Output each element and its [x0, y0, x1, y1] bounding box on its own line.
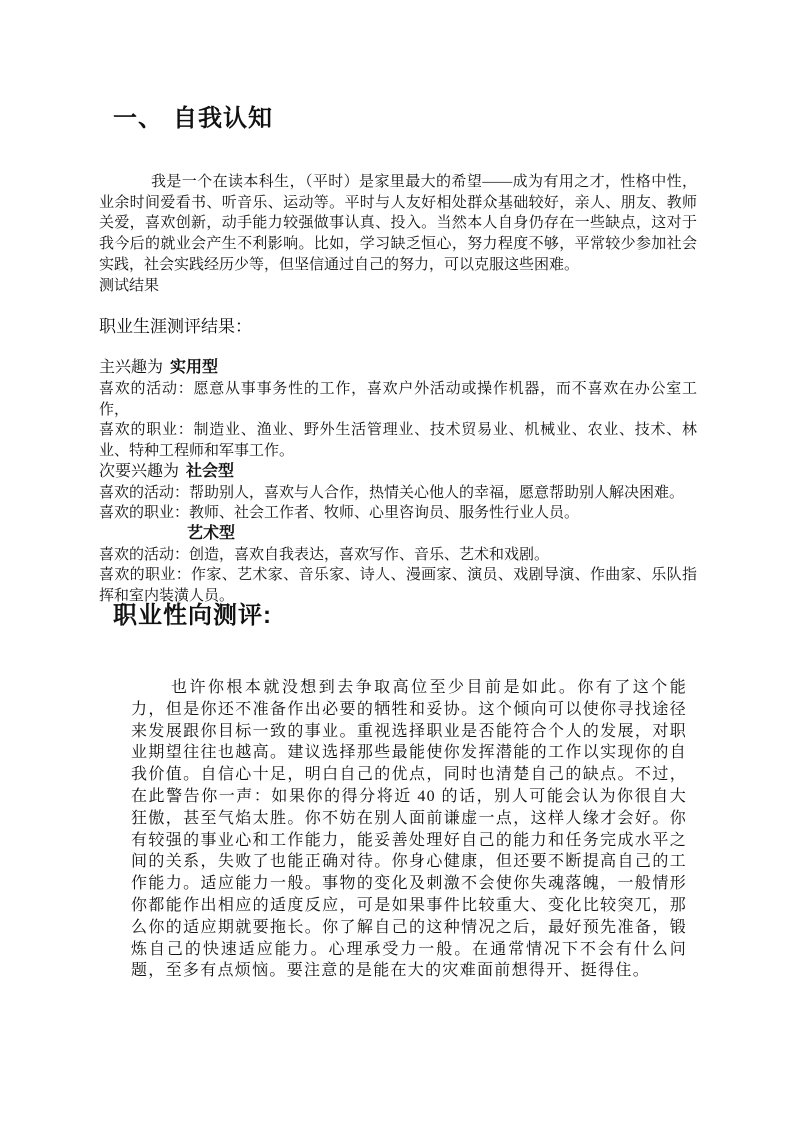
realistic-activities-line: 喜欢的活动：愿意从事事务性的工作，喜欢户外活动或操作机器，而不喜欢在办公室工作，	[99, 381, 697, 418]
artistic-jobs-line: 喜欢的职业：作家、艺术家、音乐家、诗人、漫画家、演员、戏剧导演、作曲家、乐队指挥和室内装潢人员。	[99, 567, 697, 605]
heading-self-awareness	[113, 104, 273, 134]
assessment-paragraph: 也许你根本就没想到去争取高位至少目前是如此。你有了这个能力，但是你还不准备作出必要的牺牲和妥协。这个倾向可以使你寻找途径来发展跟你目标一致的事业。重视选择职业是否能符合个人的发展，对职业期望往往也越高。建议选择那些最能使你发挥潜能的工作以实现你的自我价值。自信心十足，明白自己的优点，同时也清楚自己的缺点。不过，在此警告你一声：如果你的得分将近 40 的话，别人可能会认为你很自大狂傲，甚至气焰太胜。你不妨在别人面前谦虚一点，这样人缘才会好。你有较强的事业心和工作能力，能妥善处理好自己的能力和任务完成水平之间的关系，失败了也能正确对待。你身心健康，但还要不断提高自己的工作能力。适应能力一般。事物的变化及刺激不会使你失魂落魄，一般情形你都能作出相应的适度反应，可是如果事件比较重大、变化比较突兀，那么你的适应期就要拖长。你了解自己的这种情况之后，最好预先准备，锻炼自己的快速适应能力。心理承受力一般。在通常情况下不会有什么问题，至多有点烦恼。要注意的是能在大的灾难面前想得开、挺得住。	[131, 679, 687, 980]
social-activities-line: 喜欢的活动：帮助别人，喜欢与人合作，热情关心他人的幸福，愿意帮助别人解决困难。	[99, 484, 685, 501]
social-jobs-line: 喜欢的职业：教师、社会工作者、牧师、心里咨询员、服务性行业人员。	[99, 505, 580, 522]
interest-prefix: 次要兴趣为	[99, 462, 180, 480]
interest-prefix: 主兴趣为	[99, 359, 164, 377]
career-assessment-result-heading: 职业生涯测评结果：	[99, 316, 252, 336]
interest-type-artistic: 艺术型	[187, 524, 236, 542]
interest-type-realistic: 实用型	[170, 359, 219, 377]
interest-type-social: 社会型	[186, 462, 235, 480]
artistic-interest-heading	[99, 524, 697, 545]
intro-paragraph: 我是一个在读本科生，（平时）是家里最大的希望——成为有用之才，性格中性，业余时间爱看书、听音乐、运动等。平时与人友好相处群众基础较好，亲人、朋友、教师关爱，喜欢创新，动手能力较强做事认真、投入。当然本人自身仍存在一些缺点，这对于我今后的就业会产生不利影响。比如，学习缺乏恒心，努力程度不够，平常较少参加社会实践，社会实践经历少等，但坚信通过自己的努力，可以克服这些困难。	[99, 174, 697, 273]
test-result-line: 测试结果	[99, 277, 160, 294]
primary-interest-heading	[99, 358, 697, 379]
heading-career-orientation: 职业性向测评:	[113, 602, 272, 629]
realistic-jobs-line: 喜欢的职业：制造业、渔业、野外生活管理业、技术贸易业、机械业、农业、技术、林业、特种工程师和军事工作。	[99, 422, 697, 460]
secondary-interest-heading	[99, 462, 697, 483]
heading-title: 自我认知	[173, 105, 273, 132]
artistic-activities-line: 喜欢的活动：创造，喜欢自我表达，喜欢写作、音乐、艺术和戏剧。	[99, 546, 550, 563]
heading-number: 一、	[113, 105, 163, 132]
upper-text-block	[99, 172, 697, 607]
